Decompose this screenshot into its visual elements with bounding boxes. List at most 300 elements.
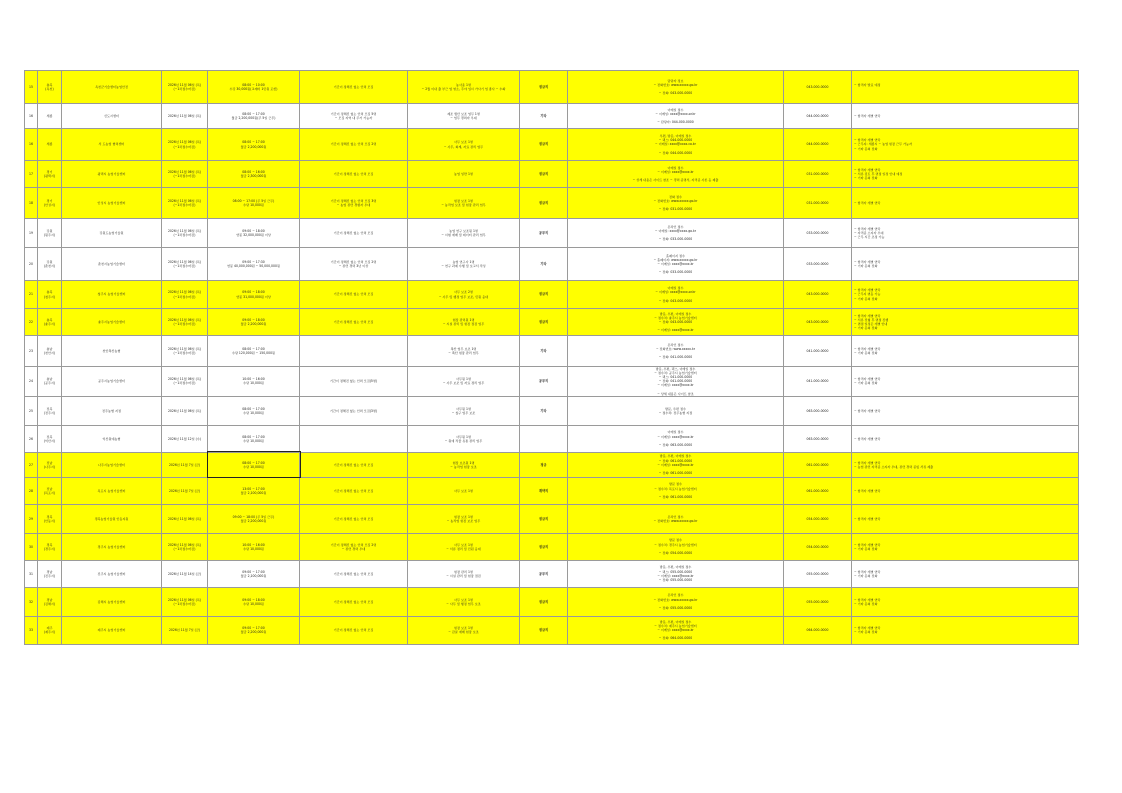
cell-hours-pay-line: 13:00 ~ 17:00 (242, 486, 265, 491)
cell-task (408, 533, 520, 560)
cell-employment-type (520, 161, 568, 188)
cell-target (300, 336, 408, 367)
cell-employment-type (520, 248, 568, 281)
table-row (25, 533, 1079, 560)
cell-hours-pay (208, 71, 300, 104)
cell-hours-pay (208, 336, 300, 367)
cell-organization-line: 나주시농업기술센터 (98, 462, 125, 467)
cell-region (38, 533, 62, 560)
cell-contact (568, 452, 784, 477)
cell-employment-type (520, 425, 568, 452)
cell-number-line: 18 (29, 200, 33, 205)
cell-organization (62, 219, 162, 248)
cell-contact (568, 560, 784, 587)
cell-organization-line: 청주시 농업기술센터 (97, 292, 126, 297)
cell-contact (568, 477, 784, 504)
cell-region-line: (청주시) (43, 294, 56, 299)
cell-contact-line: ~ 상세 내용은 사이트 참조 (657, 391, 694, 396)
cell-contact-line: ~ 팩스: 044-000-0000 (658, 138, 693, 143)
cell-task (408, 425, 520, 452)
cell-target-line: 기간이 정해진 없는 인력 모집 (333, 571, 374, 576)
cell-organization-line: 충주시농업기술센터 (98, 319, 125, 324)
cell-note-line: ~ 합격자 개별 연락 (854, 408, 881, 413)
cell-note-line: ~ 서류 전형 후 면접 진행 (854, 317, 889, 322)
cell-contact-line: 방문, 우편 접수 (665, 406, 686, 411)
cell-number-line: 24 (29, 379, 33, 384)
cell-organization-line: 평택시 농업기술센터 (97, 171, 126, 176)
cell-phone-line: 055-000-0000 (806, 599, 829, 604)
cell-deadline-line: 2026년 11월 06일 (목) (167, 377, 202, 382)
cell-phone-line: 033-000-0000 (806, 230, 829, 235)
cell-phone (784, 219, 852, 248)
cell-organization-line: 제주시 농업기술센터 (97, 628, 126, 633)
table-row (25, 219, 1079, 248)
cell-contact-line: ~ 이메일: xxxx@xxxx.kr (657, 261, 694, 266)
cell-contact (568, 504, 784, 533)
cell-contact-line: ~ 팩스: 055-000-0000 (658, 569, 693, 574)
cell-contact-line: ~ 전화: 061-000-0000 (658, 458, 693, 463)
cell-phone-line: 054-000-0000 (806, 544, 829, 549)
cell-contact-line: 온라인 접수 (667, 224, 684, 229)
cell-target-line (301, 349, 406, 353)
table-row (25, 248, 1079, 281)
cell-region (38, 336, 62, 367)
cell-hours-pay (208, 396, 300, 425)
cell-note-line: ~ 기타 문의 전화 (854, 601, 878, 606)
cell-contact-line: 이메일 접수 (667, 430, 684, 435)
cell-phone-line: 044-000-0000 (806, 142, 829, 147)
cell-employment-type (520, 188, 568, 219)
table-row (25, 336, 1079, 367)
cell-region (38, 188, 62, 219)
cell-task-line: ~ 사무 및 행정 업무 보조 (446, 601, 481, 606)
cell-phone-line: 064-000-0000 (806, 628, 829, 633)
cell-organization (62, 188, 162, 219)
cell-region-line: 충북 (46, 82, 53, 87)
cell-region-line: (춘천시) (43, 264, 56, 268)
cell-contact-line: ~ 접수처: 공주시 농업기술센터 (654, 371, 697, 376)
cell-number-line: 22 (29, 319, 33, 324)
cell-contact (568, 71, 784, 104)
cell-phone-line: 054-000-0000 (806, 516, 829, 521)
cell-note-line: ~ 기타 문의 전화 (854, 381, 878, 386)
cell-organization-line: 익산원예농협 (102, 436, 121, 441)
cell-task-line: ~ 농작업 현장 보조 업무 (446, 518, 481, 523)
cell-contact-line: ~ 팩스: 041-000-0000 (658, 375, 693, 380)
cell-deadline-line: (~1차접수마감) (173, 233, 196, 237)
cell-deadline-line: 2026년 11월 06일 (목) (167, 346, 202, 351)
cell-contact-line: ~ 전화번호: www.xxxxx.go.kr (653, 198, 698, 203)
cell-employment-type-line: 기타 (540, 408, 547, 413)
cell-target-line: 기간이 정해진 없는 인력 모집 (333, 230, 374, 235)
cell-contact-line: ~ 이메일: xxxx@xxxx.kr (657, 434, 694, 439)
cell-hours-pay-line: 수당 10,000원 (243, 546, 264, 551)
cell-region-line: 세종 (46, 113, 53, 118)
cell-employment-type-line: 정규직 (538, 599, 549, 604)
cell-number (25, 367, 38, 397)
cell-contact-line: ~ 전화: 064-000-0000 (658, 636, 693, 641)
cell-employment-type-line: 정규직 (538, 292, 549, 297)
cell-contact (568, 396, 784, 425)
cell-note-line: ~ 기타 문의 전화 (854, 146, 878, 151)
cell-deadline-line: (~1차접수마감) (173, 601, 196, 606)
cell-organization (62, 587, 162, 616)
cell-organization-line: 옥천군기술센터농업안전 (95, 84, 128, 89)
cell-task-line: ~ 시설 관리 및 현장 점검 업무 (442, 322, 485, 326)
cell-phone-line: 061-000-0000 (806, 488, 829, 493)
cell-task (408, 452, 520, 477)
cell-hours-pay-line: 월급 2,100,000원 (240, 573, 267, 578)
cell-hours-pay (208, 425, 300, 452)
cell-target (300, 452, 408, 477)
cell-region (38, 367, 62, 397)
cell-deadline-line: 2026년 11월 06일 (목) (167, 140, 202, 145)
cell-region-line: (원주시) (43, 233, 56, 237)
cell-task-line: 사무 보조 1명 (454, 597, 473, 602)
cell-region-line: 강원 (46, 259, 53, 264)
cell-target-line: 기간이 정해진 없는 인력 모집 (333, 319, 374, 324)
cell-contact-line: 방문, 우편, 이메일 접수 (659, 619, 692, 624)
cell-note-line: ~ 합격자 개별 연락 (854, 346, 881, 351)
cell-contact-line: ~ 전화: 041-000-0000 (658, 379, 693, 384)
cell-number (25, 281, 38, 309)
cell-task-line: 현장 보조원 1명 (452, 460, 475, 465)
cell-organization-line: 강원도농업기술원 (99, 230, 124, 235)
cell-number (25, 161, 38, 188)
cell-phone-line: 041-000-0000 (806, 348, 829, 353)
cell-phone-line: 041-000-0000 (806, 379, 829, 384)
cell-note-line: ~ 면접 일정은 개별 안내 (854, 322, 888, 326)
cell-contact-line: ~ 전화: 043-000-0000 (658, 91, 693, 96)
cell-deadline-line: 2026년 11월 06일 (목) (167, 259, 202, 264)
cell-deadline-line: 2026년 11월 12일 (수) (167, 436, 202, 441)
cell-region-line: (전주시) (43, 410, 56, 415)
cell-task-line: 제조 생산 보조 업무 1명 (447, 111, 480, 116)
cell-hours-pay-line: 10:00 ~ 16:00 (242, 542, 265, 547)
cell-contact-line: ~ 전화: 061-000-0000 (658, 470, 693, 475)
cell-deadline (162, 248, 208, 281)
cell-phone-line: 044-000-0000 (806, 113, 829, 118)
cell-contact-line: ~ 이메일: xxxx@xxxx.go.kr (654, 228, 697, 233)
cell-hours-pay (208, 367, 300, 397)
cell-organization (62, 336, 162, 367)
cell-employment-type (520, 367, 568, 397)
table-row (25, 396, 1079, 425)
cell-organization (62, 248, 162, 281)
cell-target (300, 533, 408, 560)
cell-region-line: 강원 (46, 228, 53, 233)
cell-region-line: (안성시) (43, 203, 56, 207)
cell-organization-line: 공주시농업기술센터 (98, 379, 125, 384)
cell-contact-line: ~ 상세 내용은 사이트 참조 ~ 경력 증명서, 자격증 사본 등 제출 (632, 178, 719, 183)
cell-target-line: ~ 모집 지역 내 주거 가능자 (334, 116, 373, 120)
cell-region-line: 경기 (46, 198, 53, 203)
cell-task-line: 농업 일반 1명 (454, 171, 473, 176)
cell-number (25, 425, 38, 452)
cell-region-line: 경북 (46, 514, 53, 519)
cell-number-line: 16 (29, 142, 33, 147)
cell-note-line: ~ 근무지: 세종시 ~ 농업 현장 근무 가능자 (854, 142, 912, 147)
cell-employment-type (520, 336, 568, 367)
cell-region (38, 477, 62, 504)
cell-contact (568, 161, 784, 188)
cell-contact-line: 온라인 접수 (667, 514, 684, 519)
cell-hours-pay (208, 309, 300, 336)
cell-hours-pay-line: 수당 120,000원 ~ 150,000원 (231, 351, 276, 355)
cell-target-line: 기간이 정해진 없는 인력 모집 2명 (330, 142, 377, 147)
cell-target-line: 기간이 정해진 없는 인력 모집 (333, 292, 374, 297)
cell-deadline-line: 2026년 11월 06일 (목) (167, 113, 202, 118)
cell-organization (62, 452, 162, 477)
cell-task-line: ~ 시설 관리 및 현장 점검 (446, 573, 481, 578)
cell-organization-line: 신도시센터 (104, 113, 119, 118)
cell-deadline (162, 367, 208, 397)
cell-hours-pay-line: 수당 10,000원 (243, 203, 264, 207)
cell-number (25, 560, 38, 587)
cell-note-line: ~ 기타 문의 전화 (854, 264, 878, 268)
cell-task-line: ~ 서류 정리 및 민원 응대 (446, 546, 481, 551)
cell-contact-line: ~ 전화번호: www.xxxxx.go.kr (653, 82, 698, 87)
cell-task-line: ~ 감귤 재배 현장 보조 (448, 630, 479, 635)
cell-phone (784, 281, 852, 309)
cell-organization (62, 161, 162, 188)
cell-hours-pay (208, 477, 300, 504)
cell-contact-line: ~ 접수처: 경주시 농업기술센터 (654, 542, 697, 547)
cell-hours-pay-line: 08:00 ~ 17:00 (242, 111, 265, 116)
cell-organization-line: 김해시 농업기술센터 (97, 599, 126, 604)
cell-organization (62, 396, 162, 425)
cell-note (852, 452, 1079, 477)
cell-phone-line: 063-000-0000 (806, 408, 829, 413)
cell-hours-pay-line: 월급 2,300,000원 (240, 174, 267, 178)
cell-organization-line: 경주시 농업기술센터 (97, 544, 126, 549)
cell-region-line: 경남 (46, 569, 53, 574)
cell-region-line: (경주시) (43, 546, 56, 551)
cell-hours-pay-line: 10:00 ~ 16:00 (242, 377, 265, 382)
cell-employment-type (520, 587, 568, 616)
cell-employment-type-line: 정규직 (538, 171, 549, 176)
cell-region-line: 충북 (46, 290, 53, 295)
cell-contact-line: ~ 전화: 033-000-0000 (658, 270, 693, 275)
cell-hours-pay-line: 연봉 31,000,000원 이상 (236, 294, 271, 299)
cell-note (852, 616, 1079, 644)
cell-region-line: (안동시) (43, 518, 56, 523)
cell-target (300, 281, 408, 309)
cell-task (408, 161, 520, 188)
cell-contact (568, 188, 784, 219)
cell-hours-pay-line: 수당 10,000원 (243, 410, 264, 415)
cell-note-line: ~ 기타 문의 전화 (854, 546, 878, 551)
cell-note-line: ~ 기타 문의 전화 (854, 630, 878, 635)
cell-contact-line: 방문, 우편, 이메일 접수 (659, 311, 692, 316)
cell-task (408, 504, 520, 533)
cell-employment-type (520, 616, 568, 644)
cell-hours-pay-line: 수당 10,000원 (243, 601, 264, 606)
cell-target-line: 기간이 정해진 없는 인력 모집 3명 (330, 198, 377, 203)
cell-hours-pay-line: 09:00 ~ 17:00 (242, 626, 265, 631)
cell-contact-line: ~ 전화: 044-000-0000 (658, 150, 693, 155)
cell-target-line: ~ 농업 관련 경험자 우대 (336, 203, 371, 207)
cell-note (852, 587, 1079, 616)
cell-task-line: ~ 사무, 회계, 자료 관리 업무 (443, 144, 484, 149)
cell-employment-type-line: 기타 (540, 113, 547, 118)
cell-contact-line: ~ 담당자: 044-000-0000 (657, 120, 694, 125)
cell-note (852, 336, 1079, 367)
cell-task-line: 사무 보조 2명 (454, 290, 473, 295)
cell-target (300, 309, 408, 336)
cell-contact-line: ~ 전화: 055-000-0000 (658, 605, 693, 610)
cell-hours-pay-line: 09:00 ~ 18:00 (242, 290, 265, 295)
cell-hours-pay-line: 09:00 ~ 17:00 (242, 569, 265, 574)
cell-target (300, 71, 408, 104)
cell-note-line: ~ 합격자 개별 연락 (854, 488, 881, 493)
cell-contact-line: 방문 접수 (669, 482, 682, 487)
cell-contact-line: 방문, 우편, 이메일 접수 (659, 454, 692, 459)
cell-organization-line: 천안축산농협 (102, 348, 121, 353)
cell-organization (62, 504, 162, 533)
cell-target (300, 587, 408, 616)
cell-region-line: 충남 (46, 377, 53, 382)
table-row (25, 71, 1079, 104)
cell-note-line (854, 87, 1077, 91)
cell-target-line: 기간이 정해진 없는 인력 모집 (333, 171, 374, 176)
cell-note-line: ~ 합격자 개별 연락 (854, 313, 881, 318)
cell-phone-line: 031-000-0000 (806, 171, 829, 176)
cell-note-line: ~ 기타 문의 전화 (854, 351, 878, 355)
cell-task (408, 281, 520, 309)
cell-target (300, 616, 408, 644)
cell-target (300, 560, 408, 587)
job-listing-table (24, 70, 1079, 645)
cell-contact (568, 219, 784, 248)
cell-hours-pay (208, 533, 300, 560)
cell-task-line: ~ 시험 재배 및 데이터 관리 업무 (441, 233, 486, 237)
cell-deadline-line: 2026년 11월 06일 (목) (167, 408, 202, 413)
cell-task-line: 현장 보조 1명 (454, 514, 473, 519)
table-row (25, 452, 1079, 477)
cell-target-line: 기간이 정해진 없는 인력 모집 (333, 628, 374, 633)
cell-deadline-line: 2026년 11월 06일 (목) (167, 228, 202, 233)
cell-note (852, 71, 1079, 104)
cell-organization-line: 안성시 농업기술센터 (97, 200, 126, 205)
cell-region-line: (진주시) (43, 573, 56, 578)
cell-deadline-line: 2026년 11월 7일 (금) (168, 488, 201, 493)
cell-region-line: 전북 (46, 406, 53, 411)
cell-employment-type (520, 219, 568, 248)
cell-region (38, 104, 62, 129)
cell-deadline-line: 2026년 11월 06일 (목) (167, 317, 202, 322)
cell-note-line: ~ 합격자 개별 연락 (854, 436, 881, 441)
cell-phone (784, 309, 852, 336)
cell-number-line: 17 (29, 171, 33, 176)
cell-contact-line: 온라인 접수 (667, 342, 684, 347)
cell-deadline-line: (~1차접수마감) (173, 203, 196, 207)
cell-number-line: 28 (29, 488, 33, 493)
cell-employment-type-line: 기타 (540, 261, 547, 266)
cell-organization-line: 경북농업기술원 안동지원 (94, 516, 129, 521)
cell-target-line: 기간이 정해진 없는 인력 모집 (333, 599, 374, 604)
cell-contact (568, 336, 784, 367)
cell-target-line: 기간이 정해진 없는 인력 모집(5명) (329, 379, 378, 384)
cell-note-line: ~ 합격자 개별 연락 (854, 377, 881, 382)
cell-contact-line: ~ 접수처: 충주시 농업기술센터 (654, 315, 697, 320)
cell-target (300, 219, 408, 248)
cell-region-line: 경기 (46, 169, 53, 174)
cell-deadline-line: 2026년 11월 06일 (목) (167, 169, 202, 174)
cell-phone-line: 043-000-0000 (806, 292, 829, 297)
cell-task-line: ~ 업무 경력자 우대 (450, 116, 477, 120)
table-row (25, 281, 1079, 309)
cell-task (408, 248, 520, 281)
cell-employment-type (520, 71, 568, 104)
cell-contact-line: 담당자 정보 (667, 78, 684, 83)
cell-task (408, 309, 520, 336)
cell-note-line: ~ 기타 문의 전화 (854, 176, 878, 181)
cell-employment-type-line: 정규직 (538, 628, 549, 633)
cell-hours-pay-line: 08:00 ~ 17:00 (242, 434, 265, 439)
cell-note-line: ~ 합격자 개별 연락 (854, 597, 881, 602)
cell-phone-line: 043-000-0000 (806, 319, 829, 324)
cell-contact-line: 이메일 접수 (667, 165, 684, 170)
cell-note-line: ~ 합격자 개별 연락 (854, 460, 881, 465)
cell-employment-type (520, 504, 568, 533)
cell-number-line: 27 (29, 462, 33, 467)
cell-contact-line: ~ 이메일: xxxx@xxxx.co.kr (655, 142, 696, 147)
cell-deadline (162, 281, 208, 309)
cell-deadline-line: (~1차접수마감) (173, 322, 196, 326)
cell-task (408, 396, 520, 425)
cell-region (38, 161, 62, 188)
table-row (25, 367, 1079, 397)
cell-task-line: 사무원 1명 (456, 406, 471, 411)
cell-task-line: 농사용 1명 (456, 82, 471, 87)
cell-hours-pay (208, 219, 300, 248)
cell-hours-pay-line: 08:00 ~ 17:00 (242, 460, 265, 465)
cell-note (852, 219, 1079, 248)
table-body (25, 71, 1079, 645)
cell-deadline-line: (~1차접수마감) (173, 381, 196, 386)
cell-employment-type-line (543, 437, 544, 441)
cell-employment-type-line: 정규직 (538, 319, 549, 324)
cell-contact (568, 248, 784, 281)
cell-note-line: ~ 합격자 개별 연락 (854, 626, 881, 631)
cell-deadline (162, 560, 208, 587)
table-row (25, 504, 1079, 533)
cell-employment-type-line: 공무직 (538, 571, 549, 576)
cell-number (25, 309, 38, 336)
cell-region-line: 충북 (46, 317, 53, 322)
cell-deadline-line: 2026년 11월 14일 (금) (167, 571, 202, 576)
cell-hours-pay-line: 08:00 ~ 16:00 (242, 169, 265, 174)
cell-hours-pay-line: 수당 10,000원 (243, 438, 264, 443)
cell-note-line: ~ 농업 관련 자격증 소지자 우대, 관련 경력 증빙 서류 제출 (854, 464, 934, 469)
cell-deadline-line: (~1차접수마감) (173, 264, 196, 268)
cell-number-line: 19 (29, 230, 33, 235)
cell-deadline-line: 2026년 11월 06일 (목) (167, 82, 202, 87)
cell-phone (784, 616, 852, 644)
cell-region-line: (천안시) (43, 351, 56, 355)
cell-employment-type (520, 309, 568, 336)
cell-region-line: 전남 (46, 486, 53, 491)
cell-contact-line: ~ 전화: 054-000-0000 (658, 550, 693, 555)
cell-employment-type (520, 533, 568, 560)
cell-deadline (162, 425, 208, 452)
cell-organization (62, 309, 162, 336)
cell-task (408, 560, 520, 587)
cell-task (408, 367, 520, 397)
cell-employment-type-line: 공무직 (538, 379, 549, 384)
cell-organization (62, 104, 162, 129)
